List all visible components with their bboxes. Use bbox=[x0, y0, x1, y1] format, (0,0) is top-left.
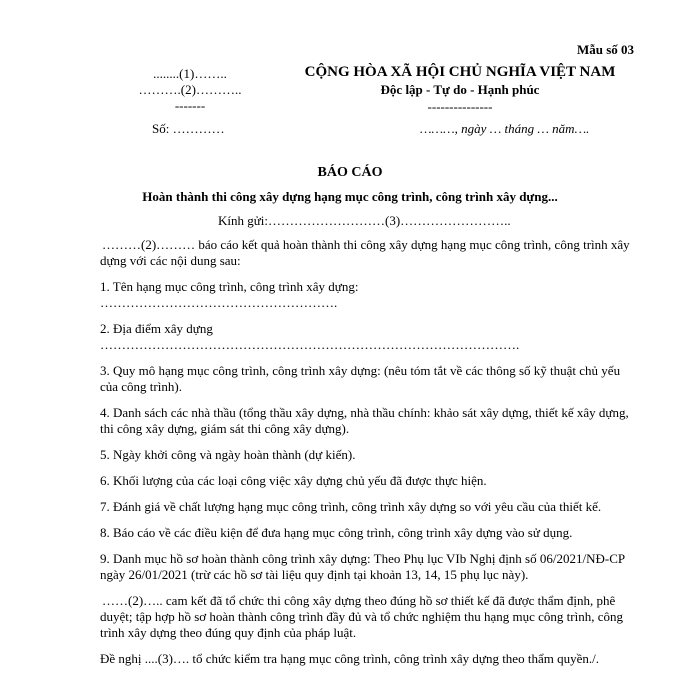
issuer-separator: ------- bbox=[174, 98, 206, 113]
item-5: 5. Ngày khởi công và ngày hoàn thành (dự kiến). bbox=[100, 447, 356, 462]
motto-separator: --------------- bbox=[427, 99, 493, 114]
item-7: 7. Đánh giá về chất lượng hạng mục công trình, công trình xây dựng so với yêu cầu của thiết kế. bbox=[100, 499, 602, 514]
commitment-paragraph: ……(2)….. cam kết đã tổ chức thi công xây dựng theo đúng hồ sơ thiết kế đã được thẩm định, phê duyệt; tập hợp hồ sơ hoàn thành công trình đầy đủ và tổ chức nghiệm thu hạng mục công trình, công trình xây dựng theo đúng quy định của pháp luật. bbox=[100, 593, 623, 640]
recipient-line: Kính gửi:………………………(3)…………………….. bbox=[218, 213, 511, 228]
issuer-block bbox=[120, 66, 260, 114]
item-8: 8. Báo cáo về các điều kiện để đưa hạng mục công trình, công trình xây dựng vào sử dụng. bbox=[100, 525, 573, 540]
document-number: Số: ………… bbox=[152, 121, 225, 136]
issuer-line-1: ........(1)…….. bbox=[153, 66, 227, 81]
report-title: BÁO CÁO bbox=[317, 165, 383, 180]
national-motto: Độc lập - Tự do - Hạnh phúc bbox=[380, 82, 540, 97]
issuer-line-2: ……….(2)……….. bbox=[138, 82, 242, 97]
item-1-heading: 1. Tên hạng mục công trình, công trình xây dựng: bbox=[100, 279, 359, 294]
national-title: CỘNG HÒA XÃ HỘI CHỦ NGHĨA VIỆT NAM bbox=[304, 64, 616, 80]
item-9: 9. Danh mục hồ sơ hoàn thành công trình xây dựng: Theo Phụ lục VIb Nghị định số 06/2021/NĐ-CP ngày 26/01/2021 (trừ các hồ sơ tài liệu quy định tại khoản 13, 14, 15 phụ lục này). bbox=[100, 551, 625, 582]
report-body bbox=[100, 237, 640, 677]
document-date: ………, ngày … tháng … năm…. bbox=[420, 121, 590, 136]
form-number: Mẫu số 03 bbox=[576, 42, 634, 57]
item-2-fill-line: ……………………………………………………………………………………. bbox=[100, 337, 520, 352]
item-3: 3. Quy mô hạng mục công trình, công trình xây dựng: (nêu tóm tắt về các thông số kỹ thuật chủ yếu của công trình). bbox=[100, 363, 621, 394]
item-2-heading: 2. Địa điểm xây dựng bbox=[100, 321, 213, 336]
national-heading bbox=[280, 64, 640, 115]
item-1-fill-line: ………………………………………………. bbox=[100, 295, 338, 310]
report-subtitle: Hoàn thành thi công xây dựng hạng mục công trình, công trình xây dựng... bbox=[142, 189, 558, 204]
request-paragraph: Đề nghị ....(3)…. tổ chức kiểm tra hạng mục công trình, công trình xây dựng theo thẩm quyền./. bbox=[100, 651, 599, 666]
item-6: 6. Khối lượng của các loại công việc xây dựng chủ yếu đã được thực hiện. bbox=[100, 473, 487, 488]
intro-paragraph: ………(2)……… báo cáo kết quả hoàn thành thi công xây dựng hạng mục công trình, công trình xây dựng với các nội dung sau: bbox=[100, 237, 630, 268]
item-4: 4. Danh sách các nhà thầu (tổng thầu xây dựng, nhà thầu chính: khảo sát xây dựng, thiết kế xây dựng, thi công xây dựng, giám sát thi công xây dựng). bbox=[100, 405, 629, 436]
